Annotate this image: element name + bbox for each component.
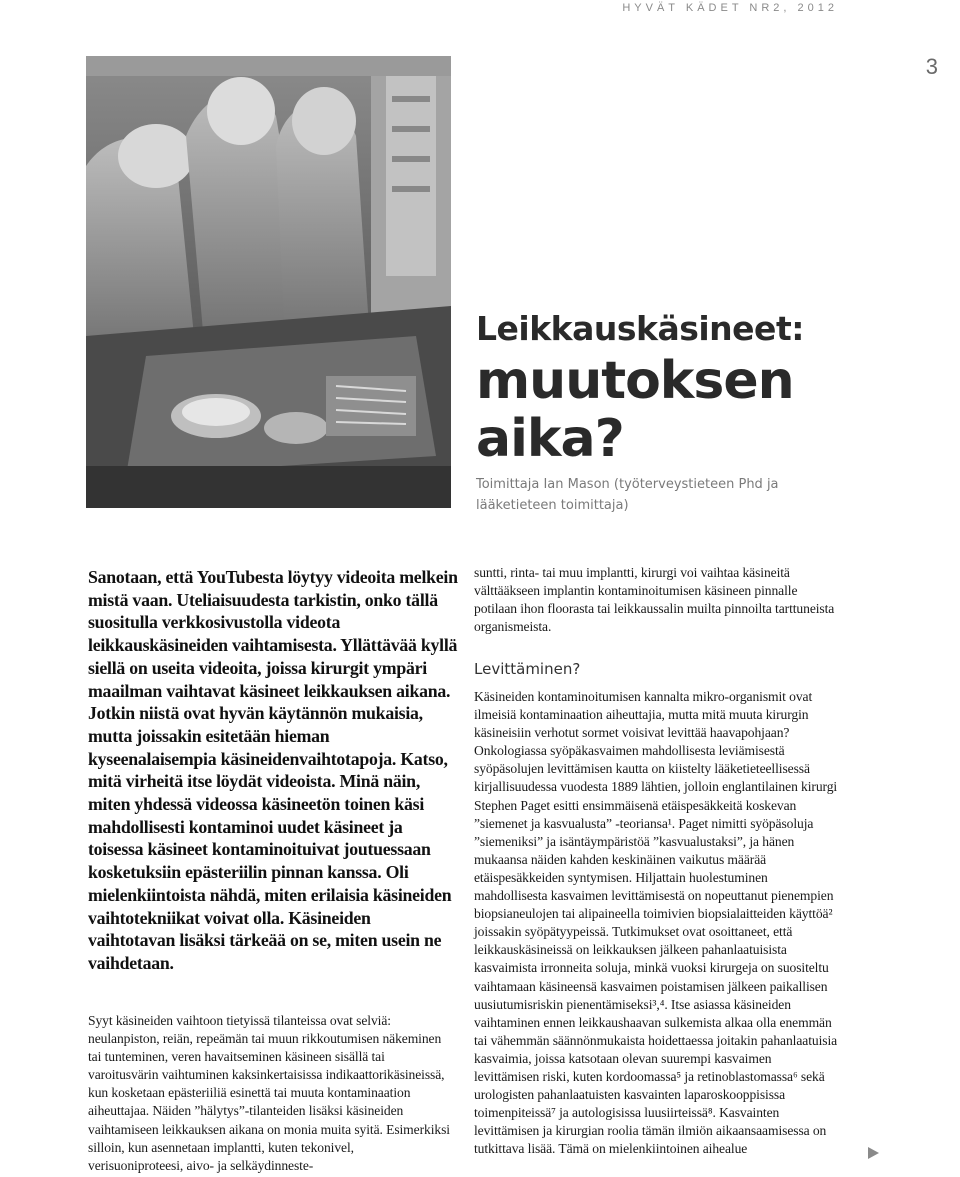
- body-text-right-intro: suntti, rinta- tai muu implantti, kirurgi voi vaihtaa käsineitä välttääkseen implantin kontaminoitumisen käsineen pinnalle potilaan ihon floorasta tai leikkaussalin muilta pinnoilta tarttuneista organismeista.: [474, 565, 835, 635]
- continue-arrow-icon: [868, 1147, 879, 1159]
- running-header: HYVÄT KÄDET NR2, 2012: [622, 2, 838, 14]
- article-title: [476, 306, 804, 468]
- page-number: 3: [925, 54, 938, 79]
- byline: Toimittaja Ian Mason (työterveystieteen Phd ja lääketieteen toimittaja): [476, 477, 779, 513]
- subheading: Levittäminen?: [474, 660, 581, 678]
- title-line-3: aika?: [476, 409, 624, 469]
- article-photo: [86, 56, 451, 508]
- body-text-right: Käsineiden kontaminoitumisen kannalta mikro-organismit ovat ilmeisiä kontaminaation aiheuttajia, mutta mitä muuta kirurgin käsineisiin verhotut sormet voisivat levittää haavapohjaan? Onkologiassa syöpäkasvaimen mahdollisesta leviämisestä syöpäsolujen levittämisen kautta on kiistelty lääketieteellisessä kirjallisuudessa vuodesta 1889 lähtien, jolloin englantilainen kirurgi Stephen Paget esitti ensimmäisenä etäispesäkkeitä koskevan ”siemenet ja kasvualusta” -teoriansa¹. Paget nimitti syöpäsoluja ”siemeniksi” ja isäntäympäristöä ”kasvualustaksi”, ja hänen mukaansa näiden kahden keskinäinen vaikutus määrää etäispesäkkeiden syntymisen. Hiljattain huolestuminen mahdollisesta kasvaimen levittämisestä on nopeuttanut pienempien biopsianeulojen tai alipaineella toimivien biopsialaitteiden käyttöä² joissakin syöpätyypeissä. Tutkimukset ovat osoittaneet, että leikkauskäsineissä on leikkauksen jälkeen pahanlaatuisista kasvaimista irronneita soluja, minkä vuoksi kirurgeja on suositeltu vaihtamaan käsineensä kasvaimen poistamisen jälkeen paikallisen uusiutumisriskin pienentämiseksi³,⁴. Itse asiassa käsineiden vaihtaminen ennen leikkaushaavan sulkemista alkaa olla enemmän tai vähemmän säännönmukaista hoidettaessa joitakin pahanlaatuisia kasvaimia, joissa katsotaan olevan suurempi kasvaimen levittämisen riski, kuten kordoomassa⁵ ja retinoblastomassa⁶ sekä urologisten pahanlaatuisten kasvainten laparoskooppisissa toimenpiteissä⁷ ja autologisissa luusiirteissä⁸. Kasvainten levittämisen ja kirurgian roolia tämän ilmiön aikaansaamisessa on tutkittava lisää. Tämä on mielenkiintoinen aihealue: [474, 689, 838, 1157]
- lead-paragraph: Sanotaan, että YouTubesta löytyy videoita melkein mistä vaan. Uteliaisuudesta tarkistin, onko tällä suositulla verkkosivustolla videota leikkauskäsineiden vaihtamisesta. Yllättävää kyllä siellä on useita videoita, joissa kirurgit ympäri maailman vaihtavat käsineet leikkauksen aikana. Jotkin niistä ovat hyvän käytännön mukaisia, mutta joissakin esitetään hieman kyseenalaisempia käsineidenvaihtotapoja. Katso, mitä virheitä itse löydät videoista. Minä näin, miten yhdessä videossa käsineetön toinen käsi mahdollisesti kontaminoi uudet käsineet ja toisessa käsineet kontaminoituivat joutuessaan kosketuksiin epästeriilin pinnan kanssa. Oli mielenkiintoista nähdä, miten erilaisia käsineiden vaihtotekniikat voivat olla. Käsineiden vaihtotavan lisäksi tärkeää on se, miten usein ne vaihdetaan.: [88, 567, 458, 973]
- title-line-2: muutoksen: [476, 351, 794, 411]
- title-line-1: Leikkauskäsineet:: [476, 309, 804, 348]
- body-text-left: Syyt käsineiden vaihtoon tietyissä tilanteissa ovat selviä: neulanpiston, reiän, repeämän tai muun rikkoutumisen näkeminen tai tunteminen, veren havaitseminen käsineen sisällä tai varoitusvärin vaihtuminen kaksinkertaisissa indikaattorikäsineissä, kun kosketaan epästeriiliä esinettä tai muuta kontaminaation aiheuttajaa. Näiden ”hälytys”-tilanteiden lisäksi käsineiden vaihtamiseen leikkauksen aikana on monia muita syitä. Esimerkiksi silloin, kun asennetaan implantti, kuten tekonivel, verisuoniproteesi, aivo- ja selkäydinneste-: [88, 1013, 450, 1173]
